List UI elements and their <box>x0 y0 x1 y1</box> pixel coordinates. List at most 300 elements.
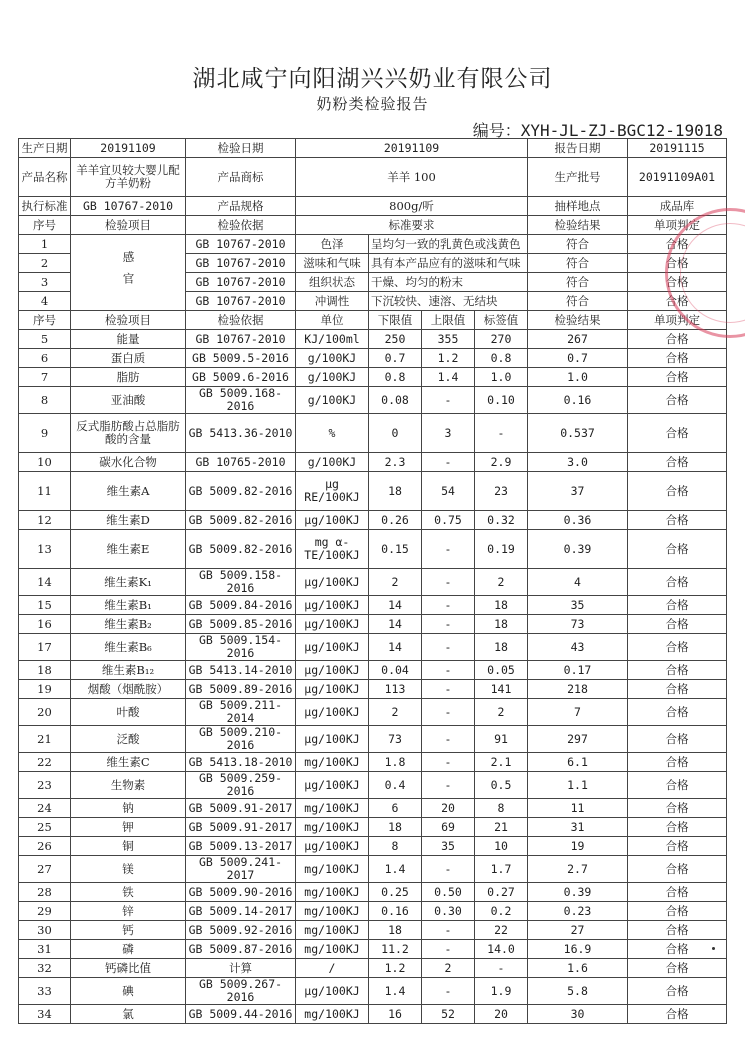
row-unit: μg/100KJ <box>296 726 369 753</box>
row-upper-limit: - <box>422 680 475 699</box>
row-label-value: 0.19 <box>475 530 528 569</box>
row-seq: 12 <box>19 511 71 530</box>
col-header-label: 标签值 <box>475 311 528 330</box>
nutrient-row <box>19 1005 727 1024</box>
row-basis: GB 5009.90-2016 <box>186 883 296 902</box>
row-lower-limit: 2.3 <box>369 453 422 472</box>
col-header-item: 检验项目 <box>71 311 186 330</box>
row-lower-limit: 2 <box>369 699 422 726</box>
row-unit: g/100KJ <box>296 453 369 472</box>
row-basis: GB 5009.168-2016 <box>186 387 296 414</box>
document-number: 编号：XYH-JL-ZJ-BGC12-19018 <box>472 121 723 140</box>
nutrient-row <box>19 368 727 387</box>
nutrient-row <box>19 596 727 615</box>
row-judgement: 合格 <box>628 615 727 634</box>
row-result: 2.7 <box>528 856 628 883</box>
row-unit: μg/100KJ <box>296 615 369 634</box>
row-label-value: 0.5 <box>475 772 528 799</box>
row-judgement: 合格 <box>628 596 727 615</box>
nutrient-row <box>19 940 727 959</box>
row-label-value: 0.8 <box>475 349 528 368</box>
row-seq: 3 <box>19 273 71 292</box>
row-item: 维生素C <box>71 753 186 772</box>
row-result: 0.16 <box>528 387 628 414</box>
row-upper-limit: - <box>422 978 475 1005</box>
row-judgement: 合格 <box>628 818 727 837</box>
row-item: 维生素D <box>71 511 186 530</box>
row-label-value: 10 <box>475 837 528 856</box>
row-lower-limit: 73 <box>369 726 422 753</box>
product-name-value: 羊羊宜贝较大婴儿配方羊奶粉 <box>71 158 186 197</box>
row-label-value: 18 <box>475 634 528 661</box>
col-header-lower: 下限值 <box>369 311 422 330</box>
row-upper-limit: 0.75 <box>422 511 475 530</box>
row-result: 5.8 <box>528 978 628 1005</box>
report-date-value: 20191115 <box>628 139 727 158</box>
row-unit: μg/100KJ <box>296 699 369 726</box>
row-basis: GB 5009.267-2016 <box>186 978 296 1005</box>
row-seq: 17 <box>19 634 71 661</box>
row-label-value: 23 <box>475 472 528 511</box>
row-result: 0.36 <box>528 511 628 530</box>
row-item: 生物素 <box>71 772 186 799</box>
row-judgement: 合格 <box>628 959 727 978</box>
row-basis: GB 5009.211-2014 <box>186 699 296 726</box>
row-judgement: 合格 <box>628 753 727 772</box>
row-seq: 34 <box>19 1005 71 1024</box>
row-judgement: 合格 <box>628 921 727 940</box>
nutrient-header-row <box>19 311 727 330</box>
row-unit: μg/100KJ <box>296 661 369 680</box>
row-upper-limit: 35 <box>422 837 475 856</box>
row-upper-limit: - <box>422 753 475 772</box>
row-lower-limit: 11.2 <box>369 940 422 959</box>
row-seq: 33 <box>19 978 71 1005</box>
row-lower-limit: 16 <box>369 1005 422 1024</box>
row-judgement: 合格 <box>628 883 727 902</box>
row-upper-limit: 3 <box>422 414 475 453</box>
row-upper-limit: - <box>422 569 475 596</box>
row-label-value: 2.1 <box>475 753 528 772</box>
row-result: 1.1 <box>528 772 628 799</box>
batch-label: 生产批号 <box>528 158 628 197</box>
test-date-value: 20191109 <box>296 139 528 158</box>
row-result: 0.7 <box>528 349 628 368</box>
row-result: 符合 <box>528 292 628 311</box>
row-upper-limit: 355 <box>422 330 475 349</box>
row-lower-limit: 0.8 <box>369 368 422 387</box>
row-upper-limit: 69 <box>422 818 475 837</box>
row-lower-limit: 113 <box>369 680 422 699</box>
row-seq: 27 <box>19 856 71 883</box>
row-attribute: 色泽 <box>296 235 369 254</box>
nutrient-row <box>19 530 727 569</box>
row-label-value: 1.0 <box>475 368 528 387</box>
nutrient-row <box>19 453 727 472</box>
row-lower-limit: 14 <box>369 596 422 615</box>
row-judgement: 合格 <box>628 1005 727 1024</box>
row-seq: 2 <box>19 254 71 273</box>
nutrient-row <box>19 818 727 837</box>
row-lower-limit: 1.4 <box>369 856 422 883</box>
row-basis: GB 5009.84-2016 <box>186 596 296 615</box>
row-seq: 29 <box>19 902 71 921</box>
row-result: 27 <box>528 921 628 940</box>
row-lower-limit: 1.8 <box>369 753 422 772</box>
row-unit: μg/100KJ <box>296 680 369 699</box>
row-basis: GB 5009.259-2016 <box>186 772 296 799</box>
trademark-value: 羊羊 100 <box>296 158 528 197</box>
row-lower-limit: 1.2 <box>369 959 422 978</box>
row-requirement: 具有本产品应有的滋味和气味 <box>369 254 528 273</box>
row-item: 维生素B₆ <box>71 634 186 661</box>
row-item: 烟酸（烟酰胺） <box>71 680 186 699</box>
row-basis: GB 5009.13-2017 <box>186 837 296 856</box>
row-unit: μg/100KJ <box>296 569 369 596</box>
nutrient-row <box>19 959 727 978</box>
row-item: 维生素K₁ <box>71 569 186 596</box>
nutrient-row <box>19 634 727 661</box>
row-label-value: 0.05 <box>475 661 528 680</box>
spec-label: 产品规格 <box>186 197 296 216</box>
row-result: 1.0 <box>528 368 628 387</box>
row-unit: μg/100KJ <box>296 837 369 856</box>
row-basis: GB 10767-2010 <box>186 273 296 292</box>
row-label-value: 270 <box>475 330 528 349</box>
row-lower-limit: 0.08 <box>369 387 422 414</box>
row-seq: 8 <box>19 387 71 414</box>
row-upper-limit: 54 <box>422 472 475 511</box>
row-basis: GB 5009.6-2016 <box>186 368 296 387</box>
nutrient-row <box>19 856 727 883</box>
row-basis: GB 5009.44-2016 <box>186 1005 296 1024</box>
col-header-basis: 检验依据 <box>186 311 296 330</box>
row-result: 0.39 <box>528 883 628 902</box>
batch-value: 20191109A01 <box>628 158 727 197</box>
product-name-label: 产品名称 <box>19 158 71 197</box>
row-seq: 4 <box>19 292 71 311</box>
row-result: 0.537 <box>528 414 628 453</box>
row-judgement: 合格 <box>628 368 727 387</box>
col-header-result: 检验结果 <box>528 216 628 235</box>
row-lower-limit: 14 <box>369 615 422 634</box>
row-result: 297 <box>528 726 628 753</box>
row-lower-limit: 6 <box>369 799 422 818</box>
row-upper-limit: 1.2 <box>422 349 475 368</box>
row-unit: μg/100KJ <box>296 634 369 661</box>
row-item: 泛酸 <box>71 726 186 753</box>
row-result: 符合 <box>528 254 628 273</box>
row-judgement: 合格 <box>628 414 727 453</box>
row-label-value: 2 <box>475 699 528 726</box>
row-unit: mg/100KJ <box>296 818 369 837</box>
row-item: 亚油酸 <box>71 387 186 414</box>
row-upper-limit: 20 <box>422 799 475 818</box>
row-result: 6.1 <box>528 753 628 772</box>
nutrient-row <box>19 978 727 1005</box>
row-label-value: 18 <box>475 596 528 615</box>
row-judgement: 合格 <box>628 799 727 818</box>
row-unit: mg/100KJ <box>296 799 369 818</box>
report-date-label: 报告日期 <box>528 139 628 158</box>
row-basis: GB 5413.18-2010 <box>186 753 296 772</box>
sensory-group-label: 感官 <box>71 235 186 311</box>
row-label-value: 91 <box>475 726 528 753</box>
nutrient-row <box>19 799 727 818</box>
row-judgement: 合格 <box>628 902 727 921</box>
row-seq: 24 <box>19 799 71 818</box>
row-result: 0.23 <box>528 902 628 921</box>
row-lower-limit: 0.25 <box>369 883 422 902</box>
row-seq: 20 <box>19 699 71 726</box>
nutrient-row <box>19 472 727 511</box>
nutrient-row <box>19 902 727 921</box>
row-unit: μg RE/100KJ <box>296 472 369 511</box>
row-judgement: 合格 <box>628 837 727 856</box>
row-unit: mg α-TE/100KJ <box>296 530 369 569</box>
row-upper-limit: - <box>422 699 475 726</box>
row-basis: GB 10767-2010 <box>186 235 296 254</box>
row-unit: mg/100KJ <box>296 902 369 921</box>
row-item: 镁 <box>71 856 186 883</box>
row-seq: 9 <box>19 414 71 453</box>
row-unit: % <box>296 414 369 453</box>
row-result: 0.17 <box>528 661 628 680</box>
row-requirement: 干燥、均匀的粉末 <box>369 273 528 292</box>
row-item: 蛋白质 <box>71 349 186 368</box>
row-item: 维生素B₂ <box>71 615 186 634</box>
row-result: 符合 <box>528 235 628 254</box>
test-date-label: 检验日期 <box>186 139 296 158</box>
row-label-value: 14.0 <box>475 940 528 959</box>
nutrient-row <box>19 349 727 368</box>
row-result: 0.39 <box>528 530 628 569</box>
nutrient-row <box>19 921 727 940</box>
row-result: 19 <box>528 837 628 856</box>
report-table <box>18 138 727 1024</box>
row-seq: 31 <box>19 940 71 959</box>
row-requirement: 下沉较快、速溶、无结块 <box>369 292 528 311</box>
nutrient-row <box>19 883 727 902</box>
row-basis: GB 5009.87-2016 <box>186 940 296 959</box>
nutrient-row <box>19 753 727 772</box>
row-result: 11 <box>528 799 628 818</box>
row-item: 碳水化合物 <box>71 453 186 472</box>
col-header-judge: 单项判定 <box>628 311 727 330</box>
row-seq: 6 <box>19 349 71 368</box>
row-basis: 计算 <box>186 959 296 978</box>
nutrient-row <box>19 680 727 699</box>
row-upper-limit: - <box>422 726 475 753</box>
nutrient-row <box>19 837 727 856</box>
row-upper-limit: - <box>422 772 475 799</box>
row-judgement: 合格 <box>628 856 727 883</box>
row-label-value: 20 <box>475 1005 528 1024</box>
row-seq: 7 <box>19 368 71 387</box>
nutrient-row <box>19 569 727 596</box>
row-lower-limit: 8 <box>369 837 422 856</box>
row-result: 218 <box>528 680 628 699</box>
row-basis: GB 5009.82-2016 <box>186 530 296 569</box>
row-basis: GB 5009.241-2017 <box>186 856 296 883</box>
sensory-row <box>19 235 727 254</box>
row-upper-limit: - <box>422 453 475 472</box>
row-seq: 30 <box>19 921 71 940</box>
row-unit: KJ/100ml <box>296 330 369 349</box>
row-basis: GB 5009.91-2017 <box>186 818 296 837</box>
row-basis: GB 10765-2010 <box>186 453 296 472</box>
col-header-judgement: 单项判定 <box>628 216 727 235</box>
row-result: 符合 <box>528 273 628 292</box>
row-lower-limit: 0.15 <box>369 530 422 569</box>
col-header-item: 检验项目 <box>71 216 186 235</box>
row-result: 1.6 <box>528 959 628 978</box>
row-seq: 16 <box>19 615 71 634</box>
row-item: 维生素B₁₂ <box>71 661 186 680</box>
nutrient-row <box>19 726 727 753</box>
nutrient-row <box>19 387 727 414</box>
row-unit: mg/100KJ <box>296 921 369 940</box>
row-judgement: 合格 <box>628 530 727 569</box>
nutrient-row <box>19 772 727 799</box>
row-judgement: 合格 <box>628 511 727 530</box>
trademark-label: 产品商标 <box>186 158 296 197</box>
row-judgement: 合格 <box>628 472 727 511</box>
row-basis: GB 10767-2010 <box>186 254 296 273</box>
nutrient-row <box>19 661 727 680</box>
row-result: 4 <box>528 569 628 596</box>
row-label-value: 0.27 <box>475 883 528 902</box>
row-judgement: 合格 <box>628 349 727 368</box>
col-header-basis: 检验依据 <box>186 216 296 235</box>
info-row-1 <box>19 139 727 158</box>
row-result: 7 <box>528 699 628 726</box>
row-label-value: 2.9 <box>475 453 528 472</box>
row-result: 35 <box>528 596 628 615</box>
row-label-value: 2 <box>475 569 528 596</box>
prod-date-value: 20191109 <box>71 139 186 158</box>
row-basis: GB 5413.14-2010 <box>186 661 296 680</box>
row-unit: μg/100KJ <box>296 511 369 530</box>
row-lower-limit: 0.04 <box>369 661 422 680</box>
spec-value: 800g/听 <box>296 197 528 216</box>
row-requirement: 呈均匀一致的乳黄色或浅黄色 <box>369 235 528 254</box>
row-upper-limit: 2 <box>422 959 475 978</box>
row-seq: 11 <box>19 472 71 511</box>
row-seq: 26 <box>19 837 71 856</box>
row-judgement: 合格 <box>628 273 727 292</box>
row-item: 钾 <box>71 818 186 837</box>
row-result: 267 <box>528 330 628 349</box>
row-item: 钙 <box>71 921 186 940</box>
row-seq: 13 <box>19 530 71 569</box>
row-basis: GB 5009.210-2016 <box>186 726 296 753</box>
col-header-result: 检验结果 <box>528 311 628 330</box>
row-seq: 22 <box>19 753 71 772</box>
row-seq: 5 <box>19 330 71 349</box>
row-upper-limit: - <box>422 940 475 959</box>
row-basis: GB 5009.158-2016 <box>186 569 296 596</box>
row-unit: / <box>296 959 369 978</box>
company-title: 湖北咸宁向阳湖兴兴奶业有限公司 <box>192 66 553 92</box>
row-judgement: 合格 <box>628 254 727 273</box>
row-item: 能量 <box>71 330 186 349</box>
row-judgement: 合格 <box>628 235 727 254</box>
row-lower-limit: 18 <box>369 818 422 837</box>
row-unit: g/100KJ <box>296 368 369 387</box>
info-row-2 <box>19 158 727 197</box>
sample-location-value: 成品库 <box>628 197 727 216</box>
row-unit: μg/100KJ <box>296 772 369 799</box>
row-basis: GB 5009.82-2016 <box>186 511 296 530</box>
row-attribute: 冲调性 <box>296 292 369 311</box>
row-label-value: 8 <box>475 799 528 818</box>
row-label-value: 21 <box>475 818 528 837</box>
row-item: 锌 <box>71 902 186 921</box>
row-item: 氯 <box>71 1005 186 1024</box>
nutrient-row <box>19 414 727 453</box>
row-label-value: - <box>475 414 528 453</box>
sensory-header-row <box>19 216 727 235</box>
row-item: 钙磷比值 <box>71 959 186 978</box>
row-item: 维生素A <box>71 472 186 511</box>
row-basis: GB 10767-2010 <box>186 330 296 349</box>
row-upper-limit: - <box>422 921 475 940</box>
row-seq: 23 <box>19 772 71 799</box>
row-seq: 18 <box>19 661 71 680</box>
row-label-value: 1.7 <box>475 856 528 883</box>
col-header-seq: 序号 <box>19 216 71 235</box>
sample-location-label: 抽样地点 <box>528 197 628 216</box>
report-title: 奶粉类检验报告 <box>316 95 429 113</box>
row-judgement: 合格 <box>628 978 727 1005</box>
info-row-3 <box>19 197 727 216</box>
row-judgement: 合格 <box>628 453 727 472</box>
row-unit: μg/100KJ <box>296 596 369 615</box>
row-item: 铁 <box>71 883 186 902</box>
row-label-value: 0.10 <box>475 387 528 414</box>
nutrient-row <box>19 330 727 349</box>
row-judgement: 合格 <box>628 634 727 661</box>
row-seq: 32 <box>19 959 71 978</box>
row-item: 脂肪 <box>71 368 186 387</box>
row-upper-limit: - <box>422 615 475 634</box>
row-unit: g/100KJ <box>296 387 369 414</box>
row-upper-limit: 0.50 <box>422 883 475 902</box>
row-lower-limit: 0.4 <box>369 772 422 799</box>
row-unit: mg/100KJ <box>296 883 369 902</box>
row-attribute: 滋味和气味 <box>296 254 369 273</box>
row-label-value: 22 <box>475 921 528 940</box>
row-upper-limit: 1.4 <box>422 368 475 387</box>
row-lower-limit: 0.7 <box>369 349 422 368</box>
row-upper-limit: - <box>422 661 475 680</box>
row-lower-limit: 18 <box>369 472 422 511</box>
col-header-requirement: 标准要求 <box>296 216 528 235</box>
row-unit: mg/100KJ <box>296 940 369 959</box>
row-seq: 15 <box>19 596 71 615</box>
row-lower-limit: 1.4 <box>369 978 422 1005</box>
row-upper-limit: - <box>422 596 475 615</box>
row-result: 16.9 <box>528 940 628 959</box>
row-lower-limit: 14 <box>369 634 422 661</box>
row-item: 维生素B₁ <box>71 596 186 615</box>
row-seq: 10 <box>19 453 71 472</box>
row-item: 磷 <box>71 940 186 959</box>
row-judgement: 合格 <box>628 726 727 753</box>
row-basis: GB 5009.154-2016 <box>186 634 296 661</box>
row-basis: GB 10767-2010 <box>186 292 296 311</box>
